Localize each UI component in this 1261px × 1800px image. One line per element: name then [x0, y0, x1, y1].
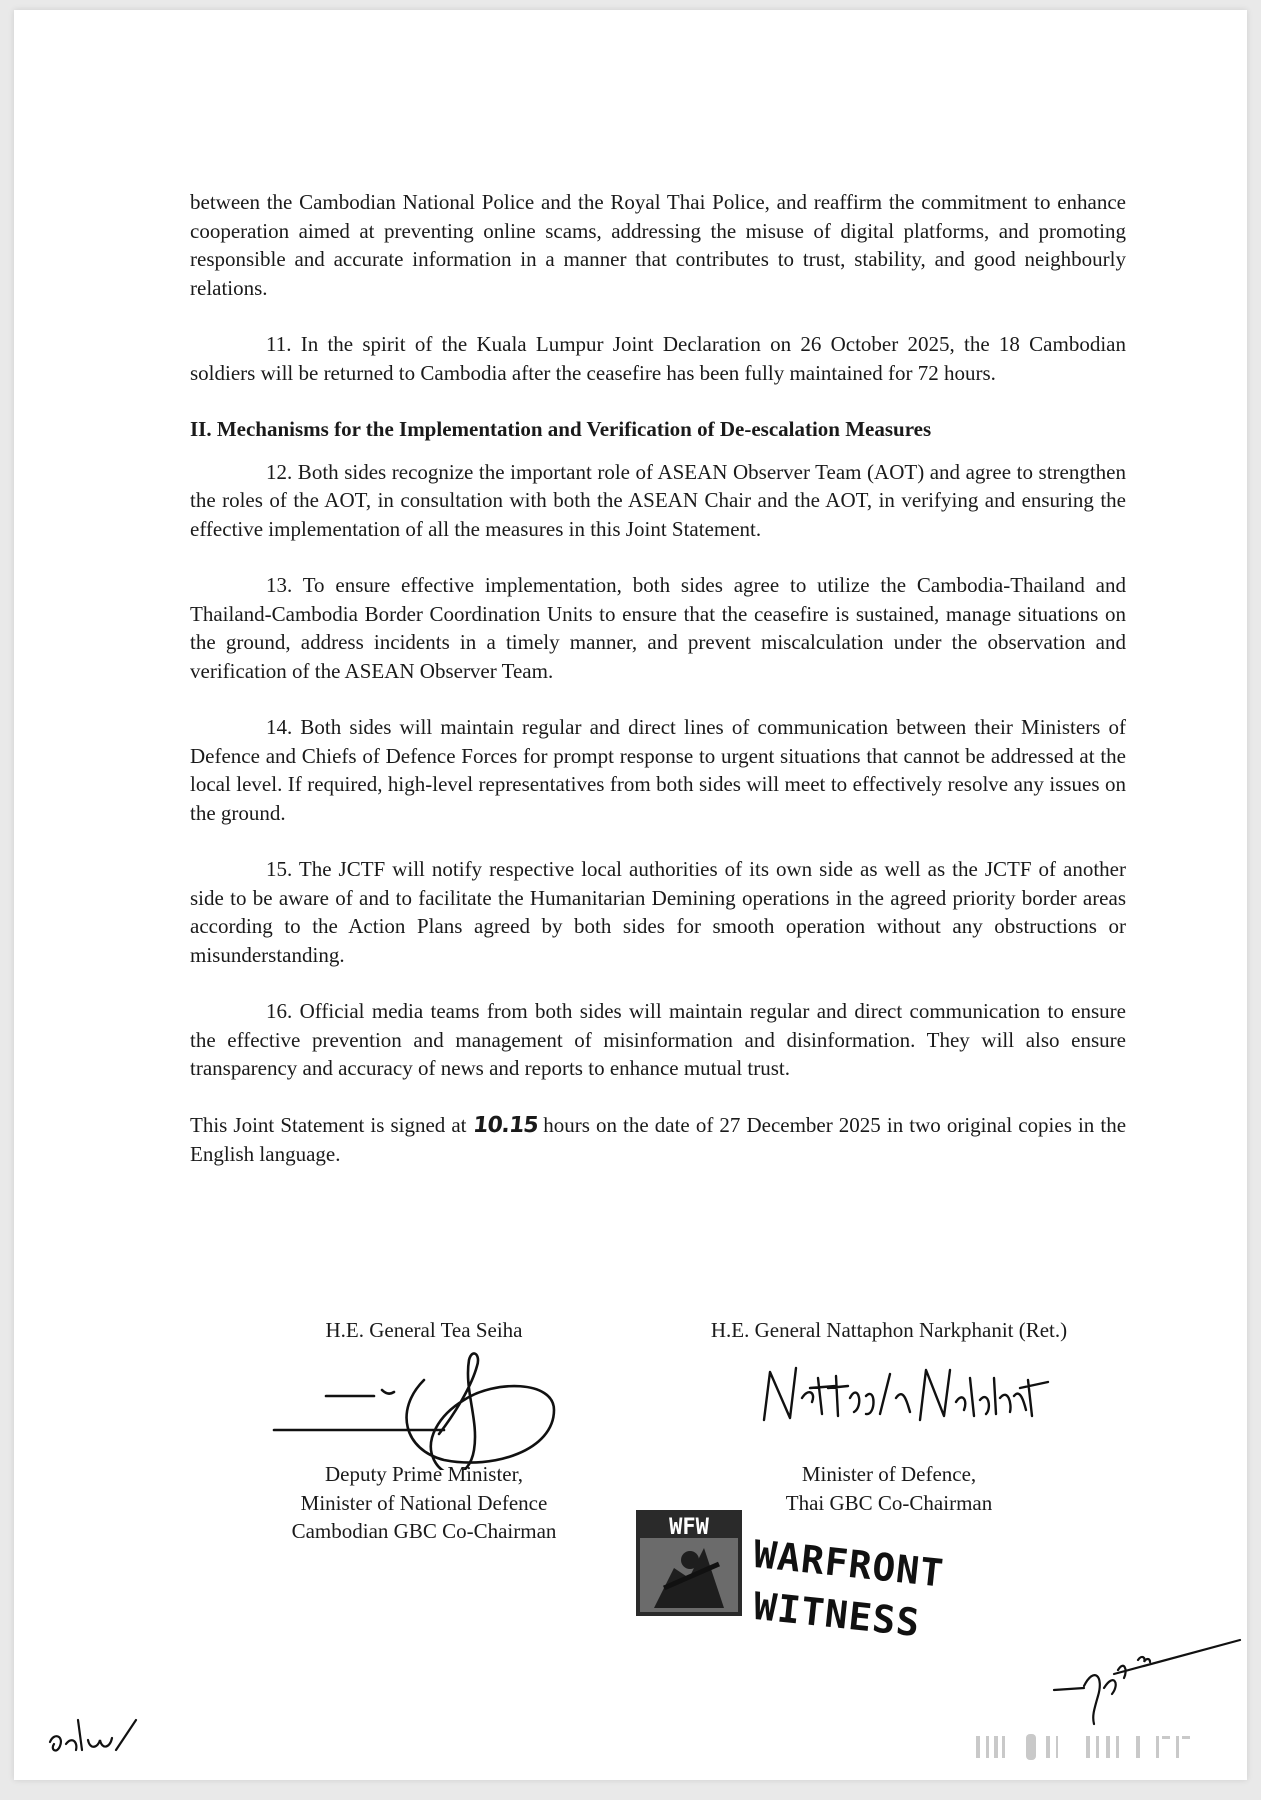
- soldier-emblem-icon: [634, 1508, 744, 1618]
- closing-suffix: hours on the date of 27 December 2025 in two original copies in the English language.: [190, 1112, 1127, 1166]
- barcode-strip: [976, 1732, 1236, 1762]
- left-signatory-role: [224, 1460, 624, 1546]
- paragraph-12: 12. Both sides recognize the important role of ASEAN Observer Team (AOT) and agree to strengthen the roles of the AOT, in consultation with both the ASEAN Chair and the AOT, in verifying and ensuring the effective implementation of all the measures in this Joint Statement.: [190, 459, 1126, 541]
- left-role-line-2: Minister of National Defence: [300, 1490, 548, 1515]
- closing-prefix: This Joint Statement is signed at: [190, 1112, 467, 1137]
- paragraph-15: 15. The JCTF will notify respective local authorities of its own side as well as the JCTF of another side to be aware of and to facilitate the Humanitarian Demining operations in the agreed priority border areas according to the Action Plans agreed by both sides for smooth operation without any obstructions or misunderstanding.: [190, 857, 1126, 967]
- left-role-line-1: Deputy Prime Minister,: [324, 1462, 524, 1486]
- right-signature-image: [744, 1358, 1064, 1438]
- document-body: [190, 188, 1126, 1169]
- left-role-line-3: Cambodian GBC Co-Chairman: [291, 1519, 557, 1543]
- bottom-right-initials: [1044, 1630, 1244, 1730]
- paragraph-13: 13. To ensure effective implementation, both sides agree to utilize the Cambodia-Thailand and Thailand-Cambodia Border Coordination Units to ensure that the ceasefire is sustained, manage situations on the ground, address incidents in a timely manner, and prevent miscalculation under the observation and verification of the ASEAN Observer Team.: [190, 573, 1126, 683]
- handwritten-time: 10.15: [471, 1112, 539, 1138]
- watermark-line-2: WITNESS: [751, 1584, 923, 1646]
- watermark-line-1: WARFRONT: [751, 1532, 946, 1596]
- paragraph-intro: between the Cambodian National Police and the Royal Thai Police, and reaffirm the commitment to enhance cooperation aimed at preventing online scams, addressing the misuse of digital platforms, and promoting responsible and accurate information in a manner that contributes to trust, stability, and good neighbourly relations.: [190, 190, 1126, 300]
- paragraph-11: 11. In the spirit of the Kuala Lumpur Joint Declaration on 26 October 2025, the 18 Cambodian soldiers will be returned to Cambodia after the ceasefire has been fully maintained for 72 hours.: [190, 332, 1126, 385]
- right-signatory-name: H.E. General Nattaphon Narkphanit (Ret.): [710, 1318, 1068, 1342]
- watermark-logo-text: WFW: [669, 1515, 709, 1540]
- left-signatory-name: H.E. General Tea Seiha: [325, 1318, 523, 1342]
- right-role-line-1: Minister of Defence,: [801, 1462, 977, 1486]
- left-signature-image: [264, 1350, 584, 1470]
- bottom-left-initials: [44, 1710, 144, 1760]
- right-role-line-2: Thai GBC Co-Chairman: [785, 1490, 993, 1515]
- paragraph-14: 14. Both sides will maintain regular and direct lines of communication between their Ministers of Defence and Chiefs of Defence Forces for prompt response to urgent situations that cannot be addressed at the local level. If required, high-level representatives from both sides will meet to effectively resolve any issues on the ground.: [190, 715, 1126, 825]
- closing-statement: [190, 1111, 1126, 1169]
- paragraph-16: 16. Official media teams from both sides will maintain regular and direct communication to ensure the effective prevention and management of misinformation and disinformation. They will also ensure transparency and accuracy of news and reports to enhance mutual trust.: [190, 999, 1126, 1080]
- document-page: [14, 10, 1247, 1780]
- section-heading: II. Mechanisms for the Implementation and Verification of De-escalation Measures: [190, 417, 932, 441]
